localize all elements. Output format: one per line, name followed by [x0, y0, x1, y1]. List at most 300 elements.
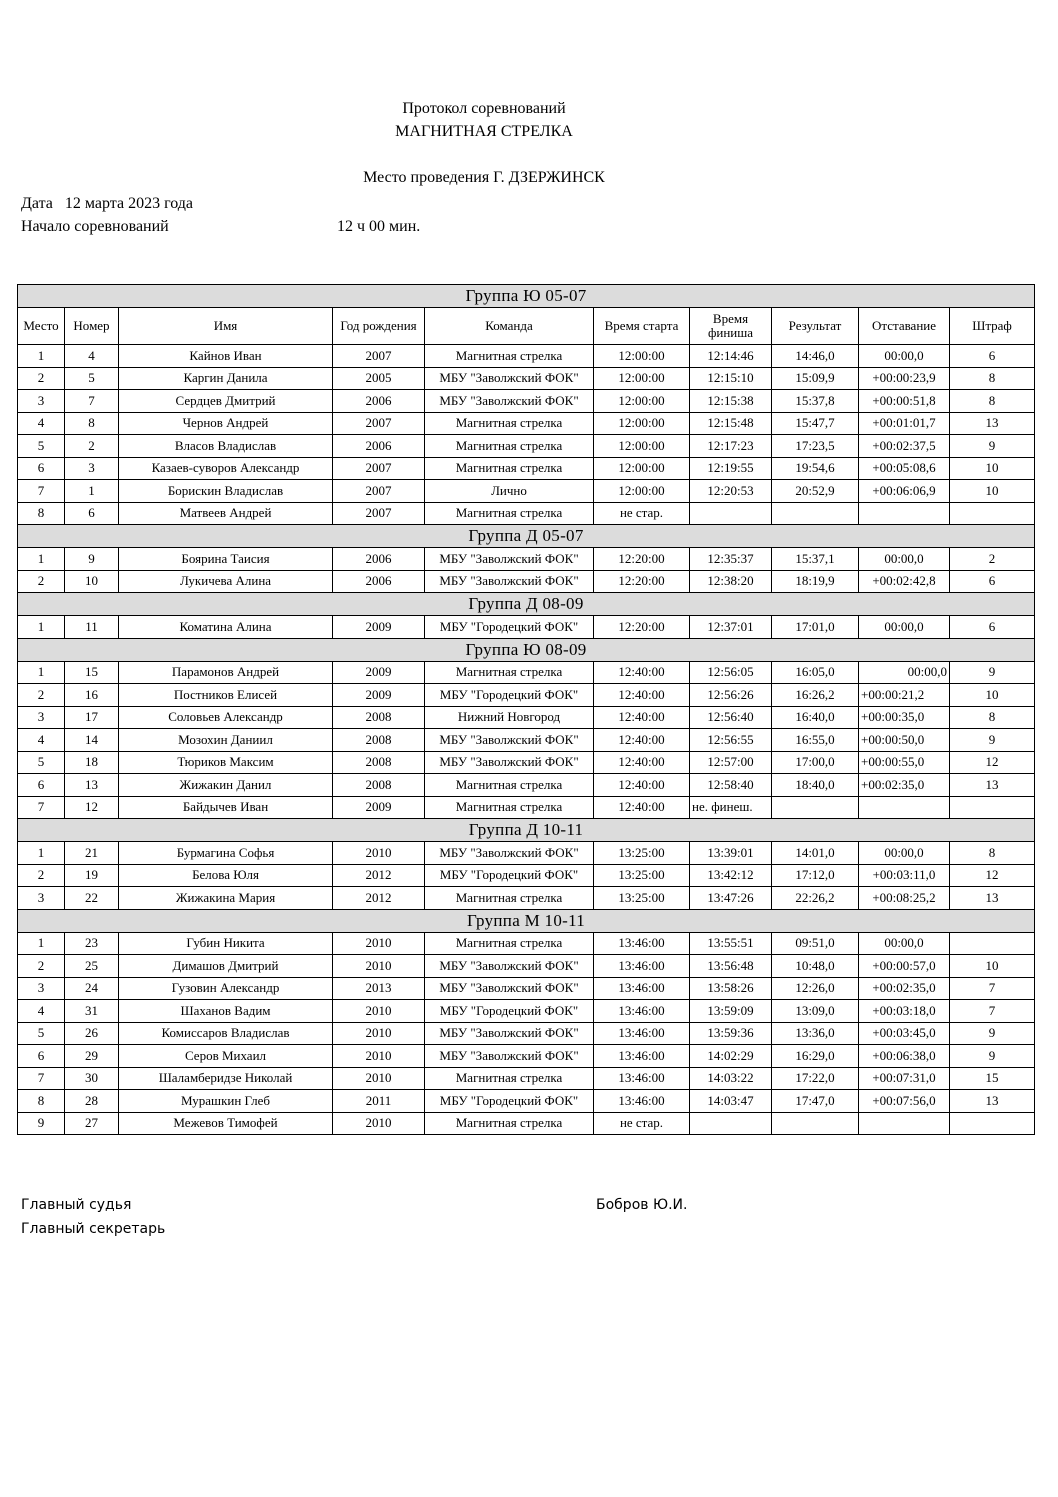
cell-place: 1: [18, 661, 65, 684]
cell-place: 6: [18, 1045, 65, 1068]
group-name: Группа Д 08-09: [18, 593, 1035, 616]
cell-penalty: 10: [950, 480, 1035, 503]
cell-birth-year: 2006: [333, 390, 425, 413]
event-date: Дата 12 марта 2023 года: [21, 195, 194, 212]
cell-penalty: [950, 502, 1035, 525]
cell-team: Магнитная стрелка: [425, 345, 594, 368]
column-header-name: Имя: [119, 308, 333, 345]
cell-place: 2: [18, 864, 65, 887]
cell-number: 14: [65, 729, 119, 752]
cell-birth-year: 2009: [333, 616, 425, 639]
table-row: [18, 1112, 1035, 1135]
cell-team: МБУ "Заволжский ФОК": [425, 842, 594, 865]
cell-result: 15:47,7: [772, 412, 859, 435]
cell-start-time: 13:46:00: [594, 977, 690, 1000]
cell-start-time: 12:00:00: [594, 480, 690, 503]
cell-penalty: 7: [950, 977, 1035, 1000]
cell-penalty: 12: [950, 864, 1035, 887]
cell-name: Кайнов Иван: [119, 345, 333, 368]
cell-start-time: 12:20:00: [594, 548, 690, 571]
cell-birth-year: 2010: [333, 932, 425, 955]
cell-start-time: 12:40:00: [594, 751, 690, 774]
cell-number: 13: [65, 774, 119, 797]
cell-place: 4: [18, 412, 65, 435]
results-table: [17, 284, 1035, 1135]
column-header-number: Номер: [65, 308, 119, 345]
cell-start-time: 13:25:00: [594, 887, 690, 910]
table-row: [18, 457, 1035, 480]
cell-team: Магнитная стрелка: [425, 1067, 594, 1090]
cell-finish-time: 13:59:36: [690, 1022, 772, 1045]
cell-gap: 00:00,0: [859, 616, 950, 639]
cell-place: 8: [18, 502, 65, 525]
group-name: Группа Ю 05-07: [18, 285, 1035, 308]
cell-gap: 00:00,0: [859, 842, 950, 865]
cell-team: Магнитная стрелка: [425, 887, 594, 910]
column-header-gap: Отставание: [859, 308, 950, 345]
cell-name: Лукичева Алина: [119, 570, 333, 593]
cell-start-time: 12:40:00: [594, 684, 690, 707]
cell-penalty: 6: [950, 570, 1035, 593]
cell-place: 1: [18, 932, 65, 955]
cell-penalty: 13: [950, 774, 1035, 797]
cell-result: 20:52,9: [772, 480, 859, 503]
cell-gap: +00:06:06,9: [859, 480, 950, 503]
cell-start-time: 12:00:00: [594, 412, 690, 435]
cell-gap: [859, 1112, 950, 1135]
cell-finish-time: 12:56:26: [690, 684, 772, 707]
cell-start-time: 13:46:00: [594, 955, 690, 978]
group-name: Группа Д 10-11: [18, 819, 1035, 842]
cell-result: 17:01,0: [772, 616, 859, 639]
cell-start-time: 13:46:00: [594, 1045, 690, 1068]
cell-place: 6: [18, 774, 65, 797]
cell-penalty: 6: [950, 345, 1035, 368]
table-row: [18, 842, 1035, 865]
cell-place: 3: [18, 706, 65, 729]
cell-penalty: 6: [950, 616, 1035, 639]
column-header-birth-year: Год рождения: [333, 308, 425, 345]
cell-name: Мурашкин Глеб: [119, 1090, 333, 1113]
cell-result: 16:55,0: [772, 729, 859, 752]
cell-gap: 00:00,0: [859, 932, 950, 955]
venue: Место проведения Г. ДЗЕРЖИНСК: [363, 169, 605, 186]
cell-penalty: 10: [950, 684, 1035, 707]
cell-name: Димашов Дмитрий: [119, 955, 333, 978]
cell-finish-time: 12:56:05: [690, 661, 772, 684]
column-header-team: Команда: [425, 308, 594, 345]
cell-team: Магнитная стрелка: [425, 457, 594, 480]
cell-name: Жижакин Данил: [119, 774, 333, 797]
cell-gap: +00:03:45,0: [859, 1022, 950, 1045]
cell-number: 4: [65, 345, 119, 368]
cell-number: 19: [65, 864, 119, 887]
table-row: [18, 864, 1035, 887]
cell-name: Соловьев Александр: [119, 706, 333, 729]
table-row: [18, 345, 1035, 368]
cell-number: 18: [65, 751, 119, 774]
cell-penalty: [950, 932, 1035, 955]
cell-penalty: 15: [950, 1067, 1035, 1090]
cell-birth-year: 2009: [333, 796, 425, 819]
chief-secretary-label: Главный секретарь: [21, 1221, 166, 1237]
cell-finish-time: 13:42:12: [690, 864, 772, 887]
cell-gap: +00:02:35,0: [859, 977, 950, 1000]
cell-team: Магнитная стрелка: [425, 661, 594, 684]
cell-team: МБУ "Городецкий ФОК": [425, 684, 594, 707]
table-row: [18, 1067, 1035, 1090]
cell-name: Матвеев Андрей: [119, 502, 333, 525]
cell-result: 14:46,0: [772, 345, 859, 368]
cell-penalty: 13: [950, 412, 1035, 435]
cell-result: [772, 796, 859, 819]
cell-place: 7: [18, 796, 65, 819]
cell-result: 19:54,6: [772, 457, 859, 480]
chief-judge-name: Бобров Ю.И.: [596, 1197, 688, 1213]
cell-start-time: 12:40:00: [594, 774, 690, 797]
cell-number: 12: [65, 796, 119, 819]
cell-birth-year: 2010: [333, 1022, 425, 1045]
cell-team: Магнитная стрелка: [425, 932, 594, 955]
cell-birth-year: 2007: [333, 457, 425, 480]
cell-birth-year: 2010: [333, 1112, 425, 1135]
group-header-row: [18, 525, 1035, 548]
cell-finish-time: 12:15:38: [690, 390, 772, 413]
cell-team: Магнитная стрелка: [425, 774, 594, 797]
cell-birth-year: 2005: [333, 367, 425, 390]
cell-finish-time: 13:47:26: [690, 887, 772, 910]
cell-birth-year: 2006: [333, 570, 425, 593]
cell-birth-year: 2010: [333, 842, 425, 865]
table-row: [18, 570, 1035, 593]
cell-team: Магнитная стрелка: [425, 412, 594, 435]
cell-number: 2: [65, 435, 119, 458]
cell-start-time: 12:40:00: [594, 796, 690, 819]
cell-gap: +00:02:37,5: [859, 435, 950, 458]
column-header-finish-time: Время финиша: [690, 308, 772, 345]
cell-finish-time: 12:14:46: [690, 345, 772, 368]
cell-result: [772, 1112, 859, 1135]
cell-birth-year: 2007: [333, 502, 425, 525]
cell-gap: +00:00:57,0: [859, 955, 950, 978]
cell-gap: +00:01:01,7: [859, 412, 950, 435]
cell-penalty: 9: [950, 1022, 1035, 1045]
cell-number: 29: [65, 1045, 119, 1068]
cell-gap: +00:00:51,8: [859, 390, 950, 413]
cell-gap: +00:05:08,6: [859, 457, 950, 480]
cell-result: 17:47,0: [772, 1090, 859, 1113]
cell-start-time: 12:40:00: [594, 661, 690, 684]
cell-name: Казаев-суворов Александр: [119, 457, 333, 480]
cell-name: Постников Елисей: [119, 684, 333, 707]
cell-place: 5: [18, 1022, 65, 1045]
cell-place: 3: [18, 390, 65, 413]
cell-place: 1: [18, 616, 65, 639]
cell-result: 16:26,2: [772, 684, 859, 707]
cell-number: 23: [65, 932, 119, 955]
table-row: [18, 887, 1035, 910]
cell-birth-year: 2008: [333, 751, 425, 774]
cell-number: 16: [65, 684, 119, 707]
cell-penalty: [950, 1112, 1035, 1135]
column-header-start-time: Время старта: [594, 308, 690, 345]
cell-team: Нижний Новгород: [425, 706, 594, 729]
cell-number: 8: [65, 412, 119, 435]
column-header-place: Место: [18, 308, 65, 345]
table-row: [18, 412, 1035, 435]
cell-gap: [859, 502, 950, 525]
cell-number: 31: [65, 1000, 119, 1023]
group-header-row: [18, 285, 1035, 308]
cell-penalty: 9: [950, 435, 1035, 458]
cell-number: 7: [65, 390, 119, 413]
cell-gap: +00:07:56,0: [859, 1090, 950, 1113]
cell-result: 13:09,0: [772, 1000, 859, 1023]
cell-name: Байдычев Иван: [119, 796, 333, 819]
cell-name: Боярина Таисия: [119, 548, 333, 571]
cell-number: 6: [65, 502, 119, 525]
cell-penalty: 8: [950, 390, 1035, 413]
cell-result: 17:12,0: [772, 864, 859, 887]
cell-finish-time: [690, 1112, 772, 1135]
cell-result: 09:51,0: [772, 932, 859, 955]
cell-result: 18:40,0: [772, 774, 859, 797]
cell-start-time: 12:00:00: [594, 367, 690, 390]
cell-penalty: 9: [950, 661, 1035, 684]
cell-result: 15:09,9: [772, 367, 859, 390]
cell-number: 22: [65, 887, 119, 910]
cell-start-time: 13:46:00: [594, 932, 690, 955]
cell-gap: 00:00,0: [859, 661, 950, 684]
column-header-result: Результат: [772, 308, 859, 345]
cell-finish-time: 12:56:55: [690, 729, 772, 752]
cell-finish-time: 12:19:55: [690, 457, 772, 480]
cell-birth-year: 2008: [333, 774, 425, 797]
cell-name: Каргин Данила: [119, 367, 333, 390]
cell-name: Губин Никита: [119, 932, 333, 955]
cell-gap: +00:00:50,0: [859, 729, 950, 752]
cell-gap: +00:06:38,0: [859, 1045, 950, 1068]
cell-place: 2: [18, 684, 65, 707]
cell-penalty: 8: [950, 367, 1035, 390]
cell-penalty: 9: [950, 1045, 1035, 1068]
table-row: [18, 502, 1035, 525]
cell-finish-time: 12:15:10: [690, 367, 772, 390]
cell-penalty: 10: [950, 955, 1035, 978]
cell-place: 5: [18, 435, 65, 458]
cell-finish-time: 12:38:20: [690, 570, 772, 593]
start-time: 12 ч 00 мин.: [337, 218, 421, 235]
cell-number: 3: [65, 457, 119, 480]
cell-result: 10:48,0: [772, 955, 859, 978]
cell-result: 22:26,2: [772, 887, 859, 910]
table-row: [18, 435, 1035, 458]
cell-start-time: 12:00:00: [594, 435, 690, 458]
cell-team: МБУ "Заволжский ФОК": [425, 955, 594, 978]
table-row: [18, 661, 1035, 684]
cell-number: 10: [65, 570, 119, 593]
cell-number: 5: [65, 367, 119, 390]
cell-finish-time: 13:39:01: [690, 842, 772, 865]
cell-number: 11: [65, 616, 119, 639]
cell-place: 4: [18, 1000, 65, 1023]
cell-birth-year: 2012: [333, 887, 425, 910]
table-row: [18, 706, 1035, 729]
cell-number: 26: [65, 1022, 119, 1045]
cell-start-time: 13:25:00: [594, 864, 690, 887]
cell-team: МБУ "Заволжский ФОК": [425, 751, 594, 774]
cell-start-time: 13:46:00: [594, 1022, 690, 1045]
cell-finish-time: 12:20:53: [690, 480, 772, 503]
cell-penalty: 8: [950, 842, 1035, 865]
cell-place: 8: [18, 1090, 65, 1113]
cell-finish-time: 13:59:09: [690, 1000, 772, 1023]
cell-start-time: 12:00:00: [594, 457, 690, 480]
cell-start-time: 13:46:00: [594, 1000, 690, 1023]
table-row: [18, 751, 1035, 774]
cell-place: 1: [18, 548, 65, 571]
cell-birth-year: 2010: [333, 1000, 425, 1023]
cell-finish-time: 12:37:01: [690, 616, 772, 639]
cell-gap: +00:08:25,2: [859, 887, 950, 910]
cell-start-time: 12:20:00: [594, 570, 690, 593]
cell-team: Лично: [425, 480, 594, 503]
cell-birth-year: 2012: [333, 864, 425, 887]
cell-name: Серов Михаил: [119, 1045, 333, 1068]
cell-place: 4: [18, 729, 65, 752]
cell-name: Жижакина Мария: [119, 887, 333, 910]
cell-penalty: 7: [950, 1000, 1035, 1023]
cell-result: 18:19,9: [772, 570, 859, 593]
cell-birth-year: 2007: [333, 480, 425, 503]
cell-place: 1: [18, 345, 65, 368]
cell-birth-year: 2008: [333, 729, 425, 752]
cell-number: 1: [65, 480, 119, 503]
cell-birth-year: 2007: [333, 345, 425, 368]
cell-place: 2: [18, 955, 65, 978]
group-header-row: [18, 593, 1035, 616]
cell-finish-time: 14:02:29: [690, 1045, 772, 1068]
table-row: [18, 480, 1035, 503]
cell-result: 16:29,0: [772, 1045, 859, 1068]
cell-name: Парамонов Андрей: [119, 661, 333, 684]
cell-finish-time: 12:56:40: [690, 706, 772, 729]
cell-penalty: 13: [950, 887, 1035, 910]
table-row: [18, 367, 1035, 390]
cell-penalty: 12: [950, 751, 1035, 774]
cell-team: МБУ "Городецкий ФОК": [425, 1090, 594, 1113]
cell-start-time: 13:25:00: [594, 842, 690, 865]
cell-finish-time: 14:03:47: [690, 1090, 772, 1113]
cell-result: 16:05,0: [772, 661, 859, 684]
table-row: [18, 1045, 1035, 1068]
cell-gap: +00:00:55,0: [859, 751, 950, 774]
cell-finish-time: 13:58:26: [690, 977, 772, 1000]
cell-start-time: 12:40:00: [594, 729, 690, 752]
cell-team: Магнитная стрелка: [425, 502, 594, 525]
cell-result: 15:37,1: [772, 548, 859, 571]
group-name: Группа М 10-11: [18, 909, 1035, 932]
column-header-penalty: Штраф: [950, 308, 1035, 345]
cell-name: Шаханов Вадим: [119, 1000, 333, 1023]
table-row: [18, 1090, 1035, 1113]
cell-birth-year: 2007: [333, 412, 425, 435]
cell-gap: 00:00,0: [859, 345, 950, 368]
cell-name: Тюриков Максим: [119, 751, 333, 774]
cell-place: 6: [18, 457, 65, 480]
event-name: МАГНИТНАЯ СТРЕЛКА: [395, 123, 573, 140]
chief-judge-label: Главный судья: [21, 1197, 132, 1213]
cell-start-time: 12:20:00: [594, 616, 690, 639]
group-name: Группа Д 05-07: [18, 525, 1035, 548]
cell-gap: +00:07:31,0: [859, 1067, 950, 1090]
cell-gap: +00:00:21,2: [859, 684, 950, 707]
cell-name: Коматина Алина: [119, 616, 333, 639]
group-header-row: [18, 638, 1035, 661]
cell-team: МБУ "Заволжский ФОК": [425, 977, 594, 1000]
cell-result: 15:37,8: [772, 390, 859, 413]
cell-penalty: 2: [950, 548, 1035, 571]
cell-birth-year: 2010: [333, 1045, 425, 1068]
cell-number: 17: [65, 706, 119, 729]
cell-birth-year: 2006: [333, 435, 425, 458]
cell-finish-time: 13:55:51: [690, 932, 772, 955]
cell-name: Белова Юля: [119, 864, 333, 887]
cell-gap: +00:03:11,0: [859, 864, 950, 887]
cell-birth-year: 2010: [333, 955, 425, 978]
cell-number: 15: [65, 661, 119, 684]
cell-result: 17:23,5: [772, 435, 859, 458]
cell-number: 24: [65, 977, 119, 1000]
table-row: [18, 684, 1035, 707]
cell-result: 17:22,0: [772, 1067, 859, 1090]
table-row: [18, 1000, 1035, 1023]
cell-penalty: 10: [950, 457, 1035, 480]
group-header-row: [18, 819, 1035, 842]
cell-team: МБУ "Заволжский ФОК": [425, 367, 594, 390]
cell-number: 21: [65, 842, 119, 865]
cell-team: МБУ "Заволжский ФОК": [425, 1045, 594, 1068]
cell-result: 12:26,0: [772, 977, 859, 1000]
cell-penalty: 8: [950, 706, 1035, 729]
cell-place: 2: [18, 367, 65, 390]
cell-gap: +00:00:23,9: [859, 367, 950, 390]
start-label: Начало соревнований: [21, 218, 169, 235]
table-row: [18, 977, 1035, 1000]
cell-birth-year: 2013: [333, 977, 425, 1000]
table-row: [18, 955, 1035, 978]
cell-place: 3: [18, 887, 65, 910]
cell-birth-year: 2009: [333, 684, 425, 707]
cell-team: Магнитная стрелка: [425, 435, 594, 458]
cell-result: [772, 502, 859, 525]
cell-name: Гузовин Александр: [119, 977, 333, 1000]
table-row: [18, 796, 1035, 819]
cell-place: 7: [18, 480, 65, 503]
cell-penalty: [950, 796, 1035, 819]
cell-team: МБУ "Городецкий ФОК": [425, 1000, 594, 1023]
cell-finish-time: 12:15:48: [690, 412, 772, 435]
cell-place: 3: [18, 977, 65, 1000]
cell-team: МБУ "Заволжский ФОК": [425, 1022, 594, 1045]
cell-start-time: 12:00:00: [594, 345, 690, 368]
column-header-row: [18, 308, 1035, 345]
cell-name: Борискин Владислав: [119, 480, 333, 503]
cell-birth-year: 2011: [333, 1090, 425, 1113]
cell-gap: 00:00,0: [859, 548, 950, 571]
cell-result: 16:40,0: [772, 706, 859, 729]
cell-number: 27: [65, 1112, 119, 1135]
